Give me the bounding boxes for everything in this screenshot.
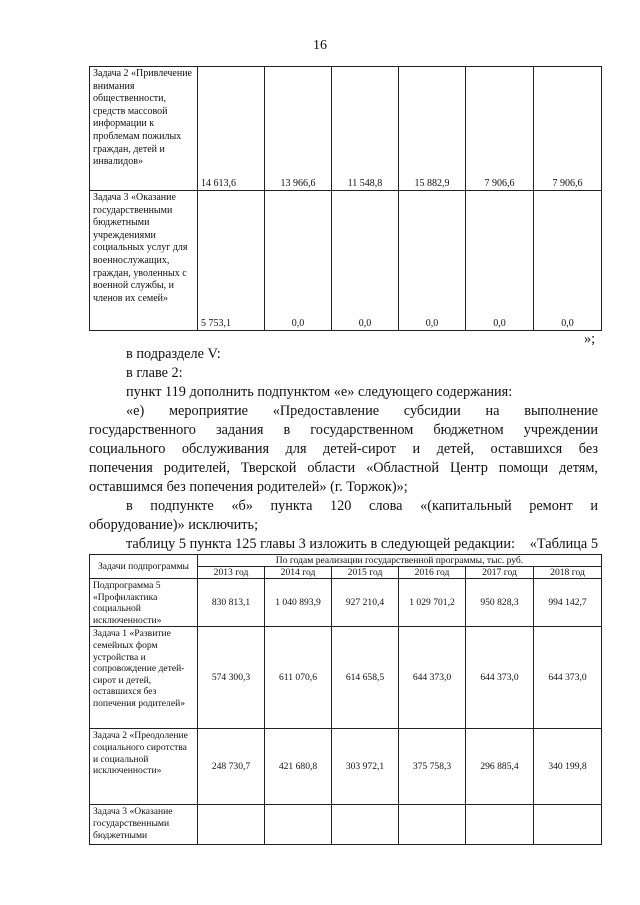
value-cell: 0,0 bbox=[399, 191, 466, 331]
value-cell: 7 906,6 bbox=[466, 67, 534, 191]
text-line: пункт 119 дополнить подпунктом «е» следующего содержания: bbox=[126, 384, 513, 400]
value-cell bbox=[534, 805, 602, 845]
task-cell: Задача 2 «Преодоление социального сиротства и социальной исключенности» bbox=[90, 729, 198, 805]
text-line: оставшимся без попечения родителей» (г. Торжок)»; bbox=[89, 479, 408, 495]
text-line: государственного задания в государственном бюджетном учреждении bbox=[89, 422, 598, 438]
value-cell: 421 680,8 bbox=[265, 729, 332, 805]
task-cell: Задача 3 «Оказание государственными бюджетными bbox=[90, 805, 198, 845]
value-cell: 611 070,6 bbox=[265, 627, 332, 729]
header-year: 2015 год bbox=[332, 567, 399, 579]
value-cell: 1 040 893,9 bbox=[265, 579, 332, 627]
header-tasks: Задачи подпрограммы bbox=[90, 555, 198, 579]
header-year: 2017 год bbox=[466, 567, 534, 579]
text-line: таблицу 5 пункта 125 главы 3 изложить в следующей редакции: bbox=[126, 536, 515, 552]
value-cell bbox=[332, 805, 399, 845]
task-cell: Задача 1 «Развитие семейных форм устройства и сопровождение детей-сирот и детей, оставшихся без попечения родителей» bbox=[90, 627, 198, 729]
header-year: 2018 год bbox=[534, 567, 602, 579]
value-cell: 248 730,7 bbox=[198, 729, 265, 805]
value-cell: 7 906,6 bbox=[534, 67, 602, 191]
table-row bbox=[90, 67, 602, 191]
table-label: «Таблица 5 bbox=[529, 536, 598, 552]
task-cell: Подпрограмма 5 «Профилактика социальной исключенности» bbox=[90, 579, 198, 627]
value-cell bbox=[198, 805, 265, 845]
value-cell: 11 548,8 bbox=[332, 67, 399, 191]
table-row bbox=[90, 191, 602, 331]
value-cell: 5 753,1 bbox=[198, 191, 265, 331]
page-number: 16 bbox=[313, 38, 327, 53]
value-cell: 340 199,8 bbox=[534, 729, 602, 805]
text-line: в главе 2: bbox=[126, 365, 183, 381]
continued-funding-table bbox=[89, 66, 602, 331]
table-5 bbox=[89, 554, 602, 845]
table-header-row bbox=[90, 555, 602, 567]
header-year: 2016 год bbox=[399, 567, 466, 579]
value-cell bbox=[466, 805, 534, 845]
header-year: 2013 год bbox=[198, 567, 265, 579]
closing-quote: »; bbox=[584, 331, 596, 347]
value-cell: 994 142,7 bbox=[534, 579, 602, 627]
value-cell: 375 758,3 bbox=[399, 729, 466, 805]
value-cell: 574 300,3 bbox=[198, 627, 265, 729]
task-cell: Задача 2 «Привлечение внимания общественности, средств массовой информации к проблемам пожилых граждан, детей и инвалидов» bbox=[90, 67, 198, 191]
table-row bbox=[90, 627, 602, 729]
table-row bbox=[90, 729, 602, 805]
value-cell: 614 658,5 bbox=[332, 627, 399, 729]
value-cell bbox=[265, 805, 332, 845]
value-cell: 15 882,9 bbox=[399, 67, 466, 191]
header-year: 2014 год bbox=[265, 567, 332, 579]
value-cell: 927 210,4 bbox=[332, 579, 399, 627]
value-cell: 1 029 701,2 bbox=[399, 579, 466, 627]
value-cell: 303 972,1 bbox=[332, 729, 399, 805]
value-cell: 0,0 bbox=[265, 191, 332, 331]
header-years-span: По годам реализации государственной программы, тыс. руб. bbox=[198, 555, 602, 567]
value-cell: 14 613,6 bbox=[198, 67, 265, 191]
value-cell: 950 828,3 bbox=[466, 579, 534, 627]
task-cell: Задача 3 «Оказание государственными бюджетными учреждениями социальных услуг для военнослужащих, граждан, уволенных с военной службы, и членов их семей» bbox=[90, 191, 198, 331]
text-line: оборудование)» исключить; bbox=[89, 517, 259, 533]
table-row bbox=[90, 805, 602, 845]
value-cell: 644 373,0 bbox=[399, 627, 466, 729]
value-cell: 830 813,1 bbox=[198, 579, 265, 627]
value-cell: 644 373,0 bbox=[466, 627, 534, 729]
text-line: «е) мероприятие «Предоставление субсидии на выполнение bbox=[126, 403, 598, 419]
text-line: социального обслуживания для детей-сирот и детей, оставшихся без bbox=[89, 441, 598, 457]
value-cell: 0,0 bbox=[534, 191, 602, 331]
value-cell: 0,0 bbox=[332, 191, 399, 331]
value-cell: 644 373,0 bbox=[534, 627, 602, 729]
text-line: попечения родителей, Тверской области «Областной Центр помощи детям, bbox=[89, 460, 598, 476]
table-row bbox=[90, 579, 602, 627]
text-line: в подпункте «б» пункта 120 слова «(капитальный ремонт и bbox=[126, 498, 598, 514]
text-line: в подразделе V: bbox=[126, 346, 221, 362]
value-cell bbox=[399, 805, 466, 845]
value-cell: 13 966,6 bbox=[265, 67, 332, 191]
value-cell: 0,0 bbox=[466, 191, 534, 331]
value-cell: 296 885,4 bbox=[466, 729, 534, 805]
